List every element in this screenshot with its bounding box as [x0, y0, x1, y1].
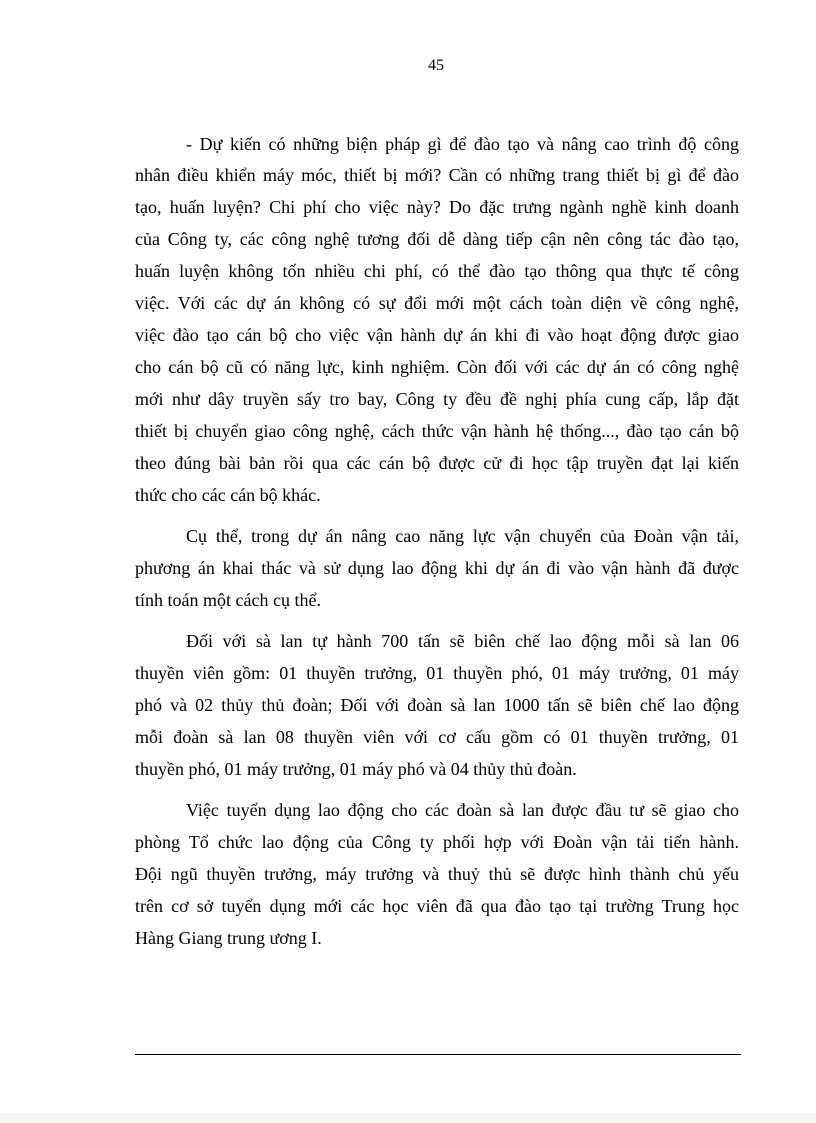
text-line: tạo, huấn luyện? Chi phí cho việc này? Do đặc trưng ngành nghề kinh doanh: [135, 197, 739, 217]
page-number: 45: [428, 57, 444, 74]
text-line: phương án khai thác và sử dụng lao động khi dự án đi vào vận hành đã được: [135, 558, 739, 578]
text-line: thuyền viên gồm: 01 thuyền trưởng, 01 thuyền phó, 01 máy trưởng, 01 máy: [135, 663, 739, 683]
text-line: mới như dây truyền sấy tro bay, Công ty đều đề nghị phía cung cấp, lắp đặt: [135, 389, 739, 409]
text-line: mỗi đoàn sà lan 08 thuyền viên với cơ cấu gồm có 01 thuyền trưởng, 01: [135, 727, 739, 747]
text-line: Đối với sà lan tự hành 700 tấn sẽ biên chế lao động mỗi sà lan 06: [186, 631, 739, 651]
text-line: nhân điều khiển máy móc, thiết bị mới? Cần có những trang thiết bị gì để đào: [135, 165, 739, 185]
text-line: cho cán bộ cũ có năng lực, kinh nghiệm. Còn đối với các dự án có công nghệ: [135, 357, 739, 377]
text-line: thuyền phó, 01 máy trưởng, 01 máy phó và 04 thủy thủ đoàn.: [135, 759, 577, 779]
text-line: thức cho các cán bộ khác.: [135, 485, 321, 505]
text-line: Đội ngũ thuyền trưởng, máy trưởng và thuỷ thủ sẽ được hình thành chủ yếu: [135, 864, 739, 884]
footer-rule: [135, 1054, 741, 1055]
text-line: huấn luyện không tốn nhiều chi phí, có thể đào tạo thông qua thực tế công: [135, 261, 739, 281]
page-bottom-band: [0, 1113, 816, 1123]
text-line: Cụ thể, trong dự án nâng cao năng lực vận chuyển của Đoàn vận tải,: [186, 526, 739, 546]
text-line: thiết bị chuyển giao công nghệ, cách thức vận hành hệ thống..., đào tạo cán bộ: [135, 421, 739, 441]
text-line: việc. Với các dự án không có sự đổi mới một cách toàn diện về công nghệ,: [135, 293, 739, 313]
text-line: trên cơ sở tuyển dụng mới các học viên đã qua đào tạo tại trường Trung học: [135, 896, 739, 916]
text-line: việc đào tạo cán bộ cho việc vận hành dự án khi đi vào hoạt động được giao: [135, 325, 739, 345]
text-line: phó và 02 thủy thủ đoàn; Đối với đoàn sà lan 1000 tấn sẽ biên chế lao động: [135, 695, 739, 715]
text-line: phòng Tổ chức lao động của Công ty phối hợp với Đoàn vận tải tiến hành.: [135, 832, 739, 852]
text-line: của Công ty, các công nghệ tương đối dễ dàng tiếp cận nên công tác đào tạo,: [135, 229, 739, 249]
text-line: Việc tuyển dụng lao động cho các đoàn sà lan được đầu tư sẽ giao cho: [186, 800, 739, 820]
text-line: tính toán một cách cụ thể.: [135, 590, 321, 610]
text-line: - Dự kiến có những biện pháp gì để đào tạo và nâng cao trình độ công: [186, 134, 739, 154]
text-line: theo đúng bài bản rồi qua các cán bộ được cử đi học tập truyền đạt lại kiến: [135, 453, 739, 473]
text-line: Hàng Giang trung ương I.: [135, 928, 322, 948]
